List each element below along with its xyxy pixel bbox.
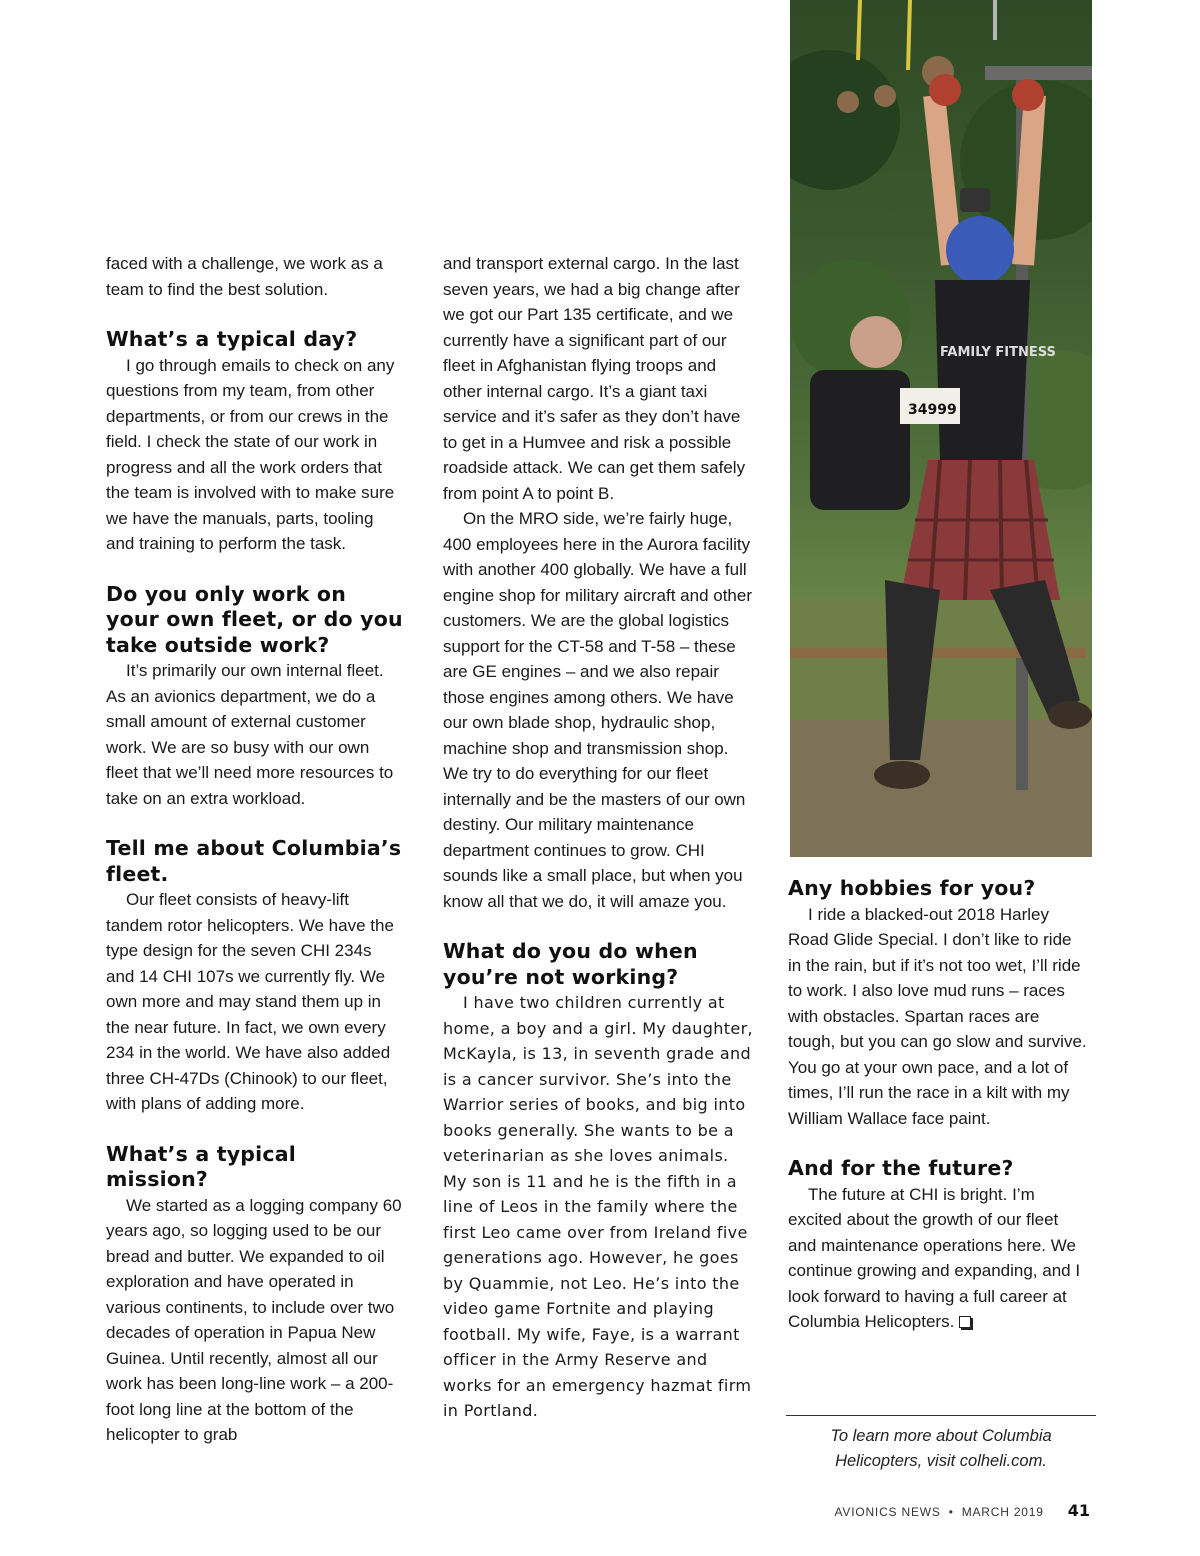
heading-not-working: What do you do when you’re not working? — [443, 939, 698, 989]
paragraph-future — [788, 1182, 1088, 1335]
heading-own-fleet: Do you only work on your own fleet, or do you take outside work? — [106, 581, 403, 657]
paragraph-intro: faced with a challenge, we work as a team to find the best solution. — [106, 254, 383, 299]
paragraph-not-working: I have two children currently at home, a boy and a girl. My daughter, McKayla, is 13, in seventh grade and is a cancer survivor. She’s into the Warrior series of books, and big into books generally. She wants to be a veterinarian as she loves animals. My son is 11 and he is the fifth in a line of Leos in the family where the first Leo came over from Ireland five generations ago. However, he goes by Quammie, not Leo. He’s into the video game Fortnite and playing football. My wife, Faye, is a warrant officer in the Army Reserve and works for an emergency hazmat firm in Portland. — [443, 993, 753, 1420]
mud-run-photo — [790, 0, 1092, 857]
mud-run-illustration — [790, 0, 1092, 857]
article-column-3 — [788, 876, 1088, 1335]
heading-typical-day: What’s a typical day? — [106, 327, 358, 351]
learn-more-note: To learn more about Columbia Helicopters, visit colheli.com. — [830, 1427, 1052, 1470]
article-column-1 — [106, 251, 404, 1448]
sidebar-divider — [786, 1415, 1096, 1416]
heading-columbia-fleet: Tell me about Columbia’s fleet. — [106, 836, 402, 886]
paragraph-external-cargo: and transport external cargo. In the last seven years, we had a big change after we got our Part 135 certificate, and we currently have a significant part of our fleet in Afghanistan flying troops and other internal cargo. It’s a giant taxi service and it’s safer as they don’t have to get in a Humvee and risk a possible roadside attack. We can get them safely from point A to point B. — [443, 254, 746, 503]
issue-date: MARCH 2019 — [961, 1505, 1044, 1519]
paragraph-columbia-fleet: Our fleet consists of heavy-lift tandem rotor helicopters. We have the type design for the seven CHI 234s and 14 CHI 107s we currently fly. We own more and may stand them up in the near future. In fact, we own every 234 in the world. We have also added three CH-47Ds (Chinook) to our fleet, with plans of adding more. — [106, 890, 394, 1113]
heading-hobbies: Any hobbies for you? — [788, 876, 1036, 900]
shirt-print: FAMILY FITNESS — [940, 345, 1056, 360]
heading-future: And for the future? — [788, 1156, 1014, 1180]
page-footer — [834, 1501, 1090, 1520]
race-bib-number: 34999 — [908, 402, 957, 418]
paragraph-typical-mission: We started as a logging company 60 years ago, so logging used to be our bread and butter. We expanded to oil exploration and have operated in various continents, to include over two decades of operation in Papua New Guinea. Until recently, almost all our work has been long-line work – a 200-foot long line at the bottom of the helicopter to grab — [106, 1195, 402, 1444]
heading-typical-mission: What’s a typical mission? — [106, 1141, 297, 1191]
paragraph-own-fleet: It’s primarily our own internal fleet. As an avionics department, we do a small amount of external customer work. We are so busy with our own fleet that we’ll need more resources to take on an extra workload. — [106, 661, 394, 808]
end-of-article-checkbox-icon — [959, 1316, 971, 1328]
footer-bullet: • — [948, 1505, 954, 1519]
article-column-2 — [443, 251, 753, 1424]
publication-name: AVIONICS NEWS — [834, 1505, 941, 1519]
page-number: 41 — [1067, 1501, 1090, 1520]
paragraph-typical-day: I go through emails to check on any questions from my team, from other departments, or from our crews in the field. I check the state of our work in progress and all the work orders that the team is involved with to make sure we have the manuals, parts, tooling and training to perform the task. — [106, 355, 395, 553]
paragraph-hobbies: I ride a blacked-out 2018 Harley Road Glide Special. I don’t like to ride in the rain, but if it’s not too wet, I’ll ride to work. I also love mud runs – races with obstacles. Spartan races are tough, but you can go slow and survive. You go at your own pace, and a lot of times, I’ll run the race in a kilt with my William Wallace face paint. — [788, 904, 1087, 1128]
paragraph-mro-side: On the MRO side, we’re fairly huge, 400 employees here in the Aurora facility with another 400 globally. We have a full engine shop for military aircraft and other customers. We are the global logistics support for the CT-58 and T-58 – these are GE engines – and we also repair those engines among others. We have our own blade shop, hydraulic shop, machine shop and transmission shop. We try to do everything for our fleet internally and be the masters of our own destiny. Our military maintenance department continues to grow. CHI sounds like a small place, but when you know all that we do, it will amaze you. — [443, 509, 752, 911]
paragraph-future-text: The future at CHI is bright. I’m excited about the growth of our fleet and maintenance operations here. We continue growing and expanding, and I look forward to having a full career at Columbia Helicopters. — [788, 1184, 1081, 1331]
